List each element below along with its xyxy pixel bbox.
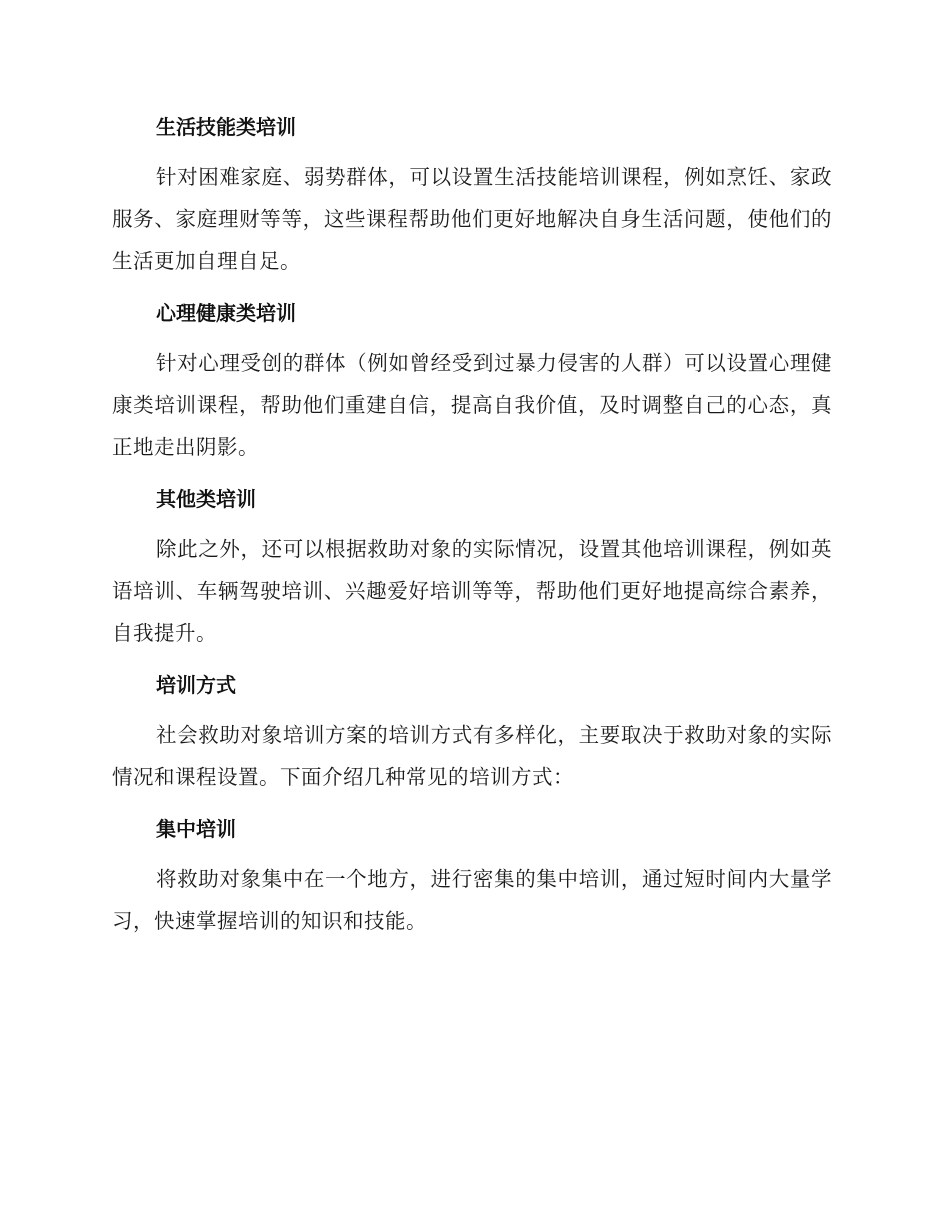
section-heading: 心理健康类培训 bbox=[156, 301, 296, 325]
section-heading: 集中培训 bbox=[156, 817, 236, 841]
section-paragraph: 将救助对象集中在一个地方，进行密集的集中培训，通过短时间内大量学习，快速掌握培训的知识和技能。 bbox=[112, 867, 832, 933]
section-heading: 其他类培训 bbox=[156, 487, 256, 511]
section-paragraph: 针对困难家庭、弱势群体，可以设置生活技能培训课程，例如烹饪、家政服务、家庭理财等等，这些课程帮助他们更好地解决自身生活问题，使他们的生活更加自理自足。 bbox=[112, 165, 832, 273]
section-paragraph: 针对心理受创的群体（例如曾经受到过暴力侵害的人群）可以设置心理健康类培训课程，帮助他们重建自信，提高自我价值，及时调整自己的心态，真正地走出阴影。 bbox=[112, 351, 832, 459]
section-other-training bbox=[112, 480, 832, 654]
section-paragraph: 除此之外，还可以根据救助对象的实际情况，设置其他培训课程，例如英语培训、车辆驾驶培训、兴趣爱好培训等等，帮助他们更好地提高综合素养，自我提升。 bbox=[112, 537, 832, 645]
section-heading: 生活技能类培训 bbox=[156, 115, 296, 139]
section-centralized-training bbox=[112, 810, 832, 942]
section-heading: 培训方式 bbox=[156, 673, 236, 697]
section-paragraph: 社会救助对象培训方案的培训方式有多样化，主要取决于救助对象的实际情况和课程设置。下面介绍几种常见的培训方式： bbox=[112, 723, 832, 789]
section-life-skills bbox=[112, 108, 832, 282]
section-training-methods bbox=[112, 666, 832, 798]
document-page bbox=[112, 108, 832, 954]
section-mental-health bbox=[112, 294, 832, 468]
